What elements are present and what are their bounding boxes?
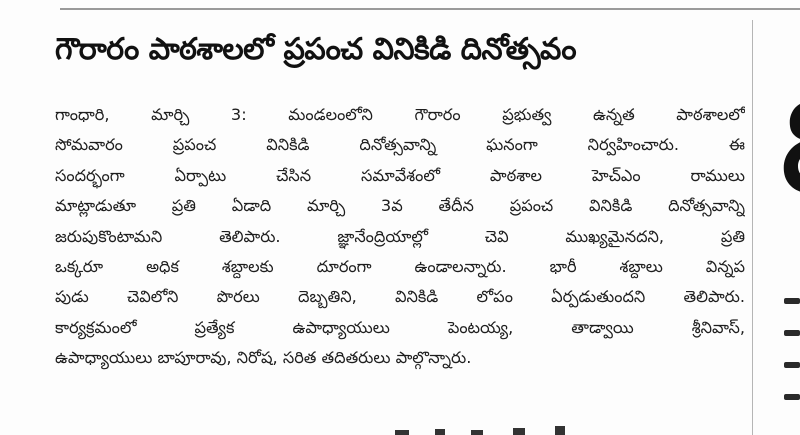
article-body-line: ఉపాధ్యాయులు బాపూరావు, నిరోష, సరిత తదితరులు పాల్గొన్నారు. xyxy=(55,348,472,368)
article-body-line: సోమవారం ప్రపంచ వినికిడి దినోత్సవాన్ని ఘనంగా నిర్వహించారు. ఈ xyxy=(55,135,745,155)
article-body-line: పుడు చెవిలోని పొరలు దెబ్బతిని, వినికిడి లోపం ఏర్పడుతుందని తెలిపారు. xyxy=(55,287,745,307)
article-body xyxy=(55,100,745,374)
article-body-line: కార్యక్రమంలో ప్రత్యేక ఉపాధ్యాయులు పెంటయ్య, తాడ్వాయి శ్రీనివాస్, xyxy=(55,317,745,337)
article-body-line: ఒక్కరూ అధిక శబ్దాలకు దూరంగా ఉండాలన్నారు. భారీ శబ్దాలు విన్నప xyxy=(55,257,745,277)
article-body-line: సందర్భంగా ఏర్పాటు చేసిన సమావేశంలో పాఠశాల హెచ్ఎం రాములు xyxy=(55,165,745,185)
adjacent-column-text-fragment xyxy=(784,298,800,304)
article-headline: గౌరారం పాఠశాలలో ప్రపంచ వినికిడి దినోత్సవం xyxy=(55,32,577,67)
top-divider-rule xyxy=(60,8,800,10)
adjacent-column-headline-fragment xyxy=(776,96,800,196)
article-body-line: గాంధారి, మార్చి 3: మండలంలోని గౌరారం ప్రభుత్వ ఉన్నత పాఠశాలలో xyxy=(55,105,745,124)
article-body-line: జరుపుకొంటామని తెలిపారు. జ్ఞానేంద్రియాల్లో చెవి ముఖ్యమైనదని, ప్రతి xyxy=(55,226,745,246)
adjacent-column-text-fragment xyxy=(784,362,800,368)
column-divider-rule xyxy=(752,20,753,435)
adjacent-column-text-fragment xyxy=(784,394,800,400)
article-body-line: మాట్లాడుతూ ప్రతి ఏడాది మార్చి 3వ తేదీన ప్రపంచ వినికిడి దినోత్సవాన్ని xyxy=(55,196,745,216)
cropped-next-article-fragment xyxy=(395,424,585,435)
adjacent-column-text-fragment xyxy=(784,330,800,336)
